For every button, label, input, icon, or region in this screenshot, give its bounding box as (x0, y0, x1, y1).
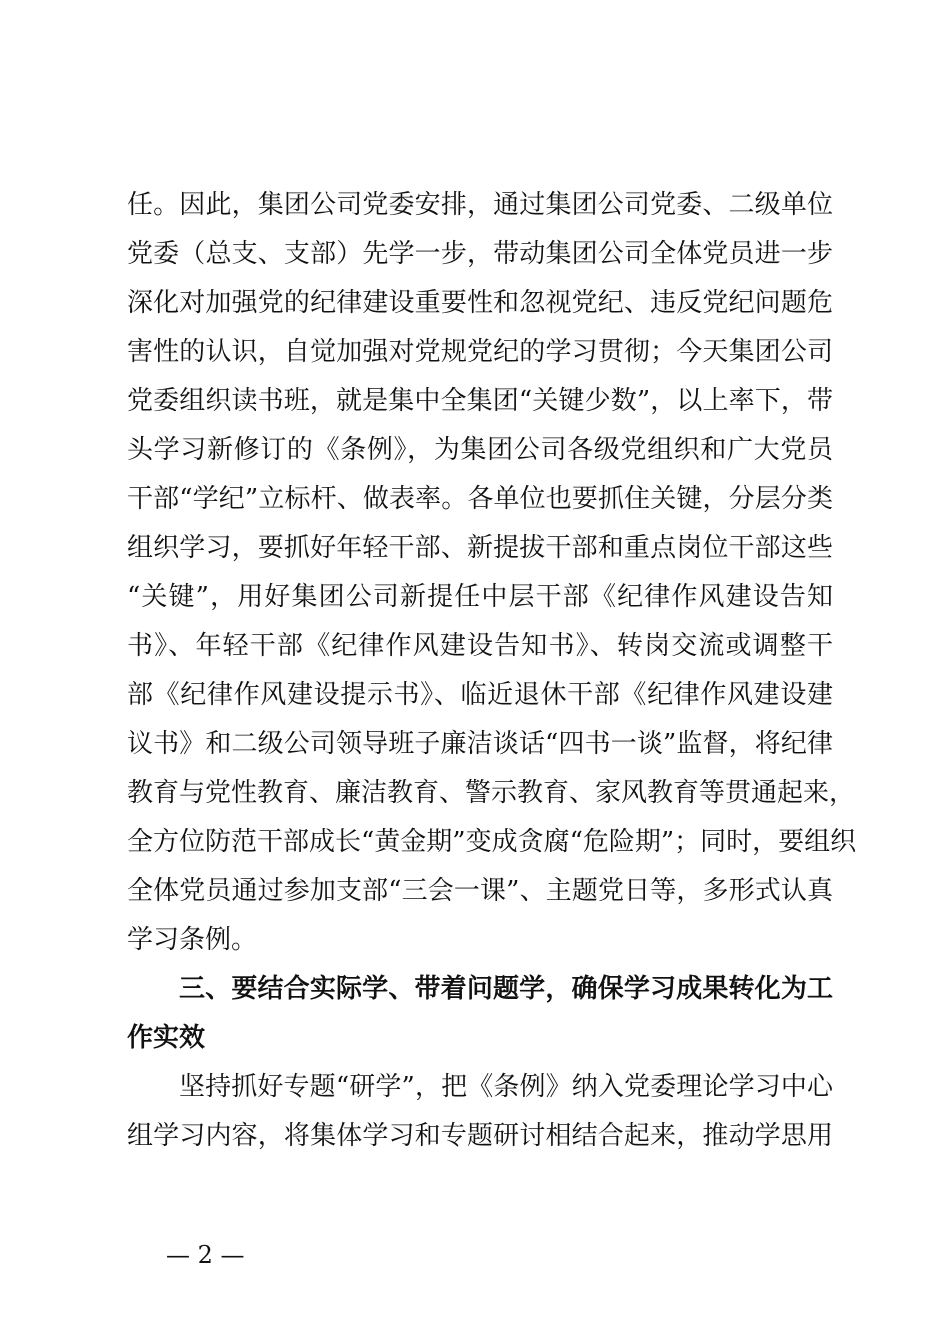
text-line: 害性的认识，自觉加强对党规党纪的学习贯彻；今天集团公司 (127, 337, 833, 367)
text-line: 干部“学纪”立标杆、做表率。各单位也要抓住关键，分层分类 (127, 484, 833, 514)
text-line: 议书》和二级公司领导班子廉洁谈话“四书一谈”监督，将纪律 (127, 729, 833, 759)
text-line: 深化对加强党的纪律建设重要性和忽视党纪、违反党纪问题危 (127, 288, 833, 318)
section-heading-continued: 作实效 (127, 1023, 206, 1053)
text-line: 书》、年轻干部《纪律作风建设告知书》、转岗交流或调整干 (127, 631, 833, 661)
text-line: “关键”，用好集团公司新提任中层干部《纪律作风建设告知 (127, 582, 833, 612)
text-line: 教育与党性教育、廉洁教育、警示教育、家风教育等贯通起来， (127, 778, 856, 808)
paragraph-line: 坚持抓好专题“研学”，把《条例》纳入党委理论学习中心 (179, 1072, 833, 1102)
text-line: 头学习新修订的《条例》，为集团公司各级党组织和广大党员 (127, 435, 833, 465)
text-line: 任。因此，集团公司党委安排，通过集团公司党委、二级单位 (127, 190, 833, 220)
text-line: 全体党员通过参加支部“三会一课”、主题党日等，多形式认真 (127, 876, 833, 906)
text-line: 党委组织读书班，就是集中全集团“关键少数”，以上率下，带 (127, 386, 833, 416)
text-line: 全方位防范干部成长“黄金期”变成贪腐“危险期”；同时，要组织 (127, 827, 857, 857)
section-heading: 三、要结合实际学、带着问题学，确保学习成果转化为工 (179, 974, 833, 1004)
page-number: — 2 — (166, 1241, 245, 1269)
text-line: 学习条例。 (127, 925, 258, 955)
text-line: 组织学习，要抓好年轻干部、新提拔干部和重点岗位干部这些 (127, 533, 833, 563)
body-text (127, 181, 857, 1161)
text-line: 部《纪律作风建设提示书》、临近退休干部《纪律作风建设建 (127, 680, 833, 710)
text-line: 党委（总支、支部）先学一步，带动集团公司全体党员进一步 (127, 239, 833, 269)
paragraph-line: 组学习内容，将集体学习和专题研讨相结合起来，推动学思用 (127, 1121, 833, 1151)
